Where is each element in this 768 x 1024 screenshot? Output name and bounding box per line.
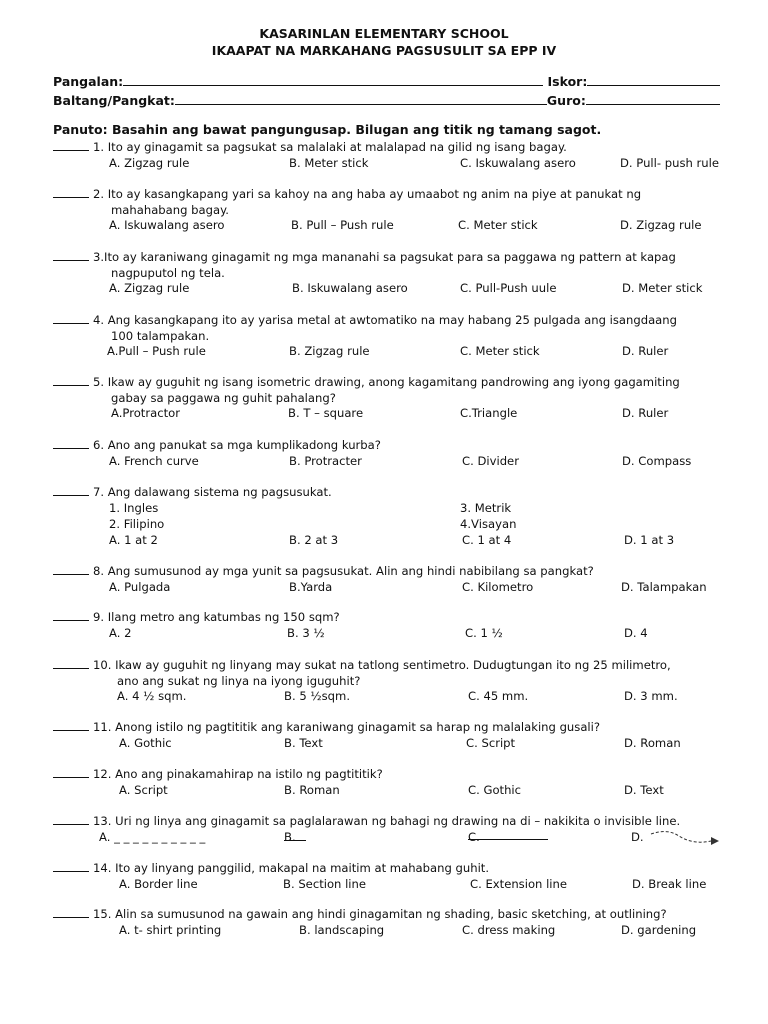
choices [53,218,702,234]
choices [53,155,719,172]
choice-d[interactable]: D. Text [624,782,664,797]
choice-c[interactable]: C. Meter stick [458,218,538,232]
question-text: 15. Alin sa sumusunod na gawain ang hindi ginagamitan ng shading, basic sketching, at outlining? [93,907,667,921]
choice-c-label: C. [468,829,480,844]
question-text-cont: ano ang sukat ng linya na iyong iguguhit? [117,673,361,688]
choices [53,735,681,752]
school-name: KASARINLAN ELEMENTARY SCHOOL [259,26,509,41]
choice-d[interactable]: D. Ruler [622,406,669,420]
question-text: 12. Ano ang pinakamahirap na istilo ng pagtititik? [93,767,383,781]
choice-a[interactable]: A. Border line [119,876,198,891]
choice-d[interactable]: D. Break line [632,876,707,891]
teacher-label: Guro: [546,93,586,108]
question-text: 2. Ito ay kasangkapang yari sa kahoy na ang haba ay umaabot ng anim na piye at panukat ng [93,187,642,201]
question-text-cont: 100 talampakan. [111,328,210,343]
question-14 [53,861,707,893]
choices [53,453,692,470]
choice-c[interactable]: C.Triangle [460,406,518,420]
choice-b[interactable]: B. Zigzag rule [289,344,370,358]
question-text-cont: mahahabang bagay. [111,202,229,217]
question-12 [53,767,664,799]
choice-c[interactable]: C. Pull-Push uule [460,281,557,295]
question-text: 10. Ikaw ay guguhit ng linyang may sukat na tatlong sentimetro. Dudugtungan ito ng 25 milimetro, [93,658,671,672]
list-item: 2. Filipino [109,516,165,531]
instructions: Panuto: Basahin ang bawat pangungusap. Bilugan ang titik ng tamang sagot. [53,122,602,137]
choice-a[interactable]: A. Zigzag rule [109,281,190,295]
choice-a[interactable]: A. _ _ _ _ _ _ _ _ _ _ [99,829,206,844]
choice-c[interactable]: C. 1 ½ [465,625,503,640]
question-5 [53,375,680,422]
score-label: Iskor: [547,74,588,89]
choice-b[interactable]: B. Protracter [289,453,362,468]
question-2 [53,187,702,234]
choice-a[interactable]: A. 4 ½ sqm. [117,689,187,703]
choice-d[interactable]: D. 1 at 3 [624,532,675,547]
score-field[interactable] [587,73,720,86]
answer-blank[interactable] [53,140,89,151]
question-15 [53,907,697,939]
answer-blank[interactable] [53,610,89,621]
question-3 [53,250,703,297]
choice-d[interactable]: D. 4 [624,625,648,640]
answer-blank[interactable] [53,720,89,731]
question-13 [53,814,680,846]
answer-blank[interactable] [53,861,89,872]
choices [53,876,707,893]
choices [53,830,680,846]
choice-c[interactable]: C. Divider [462,453,519,468]
option-list-row [53,500,512,517]
choice-d[interactable]: D. gardening [621,922,697,937]
name-label: Pangalan: [53,74,124,89]
choices [53,689,678,705]
choice-a[interactable]: A. Gothic [119,735,172,750]
question-7 [53,485,675,549]
choice-b[interactable]: B. Iskuwalang asero [292,281,408,295]
name-score-row [53,73,720,89]
answer-blank[interactable] [53,250,89,261]
question-4 [53,313,677,360]
choice-a[interactable]: A. Script [119,782,168,797]
choices [53,579,707,596]
question-text: 4. Ang kasangkapang ito ay yarisa metal at awtomatiko na may habang 25 pulgada ang isangdaang [93,313,677,327]
question-text: 8. Ang sumusunod ay mga yunit sa pagsusukat. Alin ang hindi nabibilang sa pangkat? [93,564,594,578]
solid-line-drawing [468,830,548,840]
exam-title: IKAAPAT NA MARKAHANG PAGSUSULIT SA EPP IV [211,43,557,58]
question-9 [53,610,648,642]
list-item: 1. Ingles [109,500,159,515]
choice-c[interactable]: C. Iskuwalang asero [460,155,576,170]
choices [53,922,697,939]
choice-b[interactable]: B. Pull – Push rule [291,218,394,232]
question-text: 7. Ang dalawang sistema ng pagsusukat. [93,485,332,499]
choices [53,344,677,360]
choices [53,625,648,642]
choice-c[interactable]: C. Extension line [470,876,567,891]
choice-b[interactable]: B. 3 ½ [287,625,325,640]
choice-c[interactable]: C. Kilometro [462,579,534,594]
section-field[interactable] [175,92,547,105]
choice-d[interactable]: D. Zigzag rule [620,218,702,232]
choice-d[interactable]: D. Ruler [622,344,669,358]
short-line-drawing [284,830,306,841]
choices [53,532,675,549]
answer-blank[interactable] [53,907,89,918]
choice-b-label: B. [284,829,296,844]
question-text: 14. Ito ay linyang panggilid, makapal na maitim at mahabang guhit. [93,861,490,875]
choice-a[interactable]: A. French curve [109,453,199,468]
choice-c[interactable]: C. dress making [462,922,556,937]
choice-d[interactable]: D. Compass [622,453,692,468]
question-text: 11. Anong istilo ng pagtititik ang karaniwang ginagamit sa harap ng malalaking gusali? [93,720,601,734]
choice-d[interactable]: D. Talampakan [621,579,707,594]
choice-b[interactable]: B.Yarda [289,579,333,594]
question-text: 6. Ano ang panukat sa mga kumplikadong kurba? [93,438,381,452]
choice-d[interactable]: D. 3 mm. [624,689,678,703]
question-text: 9. Ilang metro ang katumbas ng 150 sqm? [93,610,340,624]
teacher-field[interactable] [586,92,720,105]
choice-b[interactable]: B. landscaping [299,922,385,937]
choice-a[interactable]: A. 1 at 2 [109,532,158,547]
choice-a[interactable]: A. t- shirt printing [119,922,222,937]
choices [53,782,664,799]
question-text: 3.Ito ay karaniwang ginagamit ng mga mananahi sa pagsukat para sa paggawa ng pattern at kapag [93,250,676,264]
list-item: 4.Visayan [460,516,517,531]
question-10 [53,658,678,705]
choice-a[interactable]: A.Pull – Push rule [107,344,206,358]
question-text-cont: nagpuputol ng tela. [111,265,225,280]
name-field[interactable] [123,73,543,86]
choice-a[interactable]: A. Zigzag rule [109,155,190,170]
answer-blank[interactable] [53,564,89,575]
choice-c[interactable]: C. 45 mm. [468,689,529,703]
choice-b[interactable]: B. Section line [283,876,367,891]
choice-d-label: D. [631,829,644,844]
choice-b[interactable]: B. Roman [284,782,340,797]
section-label: Baltang/Pangkat: [53,93,175,108]
answer-blank[interactable] [53,485,89,496]
question-text: 5. Ikaw ay guguhit ng isang isometric drawing, anong kagamitang pandrowing ang iyong gagamiting [93,375,680,389]
choice-c[interactable]: C. Meter stick [460,344,540,358]
choice-c[interactable]: C. 1 at 4 [462,532,512,547]
answer-blank[interactable] [53,658,89,669]
choice-a[interactable]: A. Pulgada [109,579,171,594]
document-header [0,25,768,59]
section-teacher-row [53,92,720,108]
curved-arrow-line-drawing [649,828,721,852]
choice-b[interactable]: B. 2 at 3 [289,532,339,547]
choice-d[interactable]: D. Meter stick [622,281,703,295]
choice-b[interactable]: B. 5 ½sqm. [284,689,351,703]
answer-blank[interactable] [53,187,89,198]
choice-d[interactable]: D. Pull- push rule [620,155,719,170]
choice-b[interactable]: B. Meter stick [289,155,369,170]
answer-blank[interactable] [53,814,89,825]
option-list-row [53,516,517,533]
choice-b[interactable]: B. T – square [288,406,364,420]
question-text: 13. Uri ng linya ang ginagamit sa paglalarawan ng bahagi ng drawing na di – nakikita o invisible line. [93,814,681,828]
question-8 [53,564,707,596]
answer-blank[interactable] [53,375,89,386]
choice-a[interactable]: A.Protractor [111,406,181,420]
choice-a[interactable]: A. Iskuwalang asero [109,218,225,232]
answer-blank[interactable] [53,767,89,778]
question-text-cont: gabay sa paggawa ng guhit pahalang? [111,390,336,405]
choice-a[interactable]: A. 2 [109,625,132,640]
choice-b[interactable]: B. Text [284,735,323,750]
question-1 [53,140,719,172]
choices [53,281,703,297]
answer-blank[interactable] [53,438,89,449]
question-text: 1. Ito ay ginagamit sa pagsukat sa malalaki at malalapad na gilid ng isang bagay. [93,140,567,154]
list-item: 3. Metrik [460,500,512,515]
choices [53,406,680,422]
choice-d[interactable]: D. Roman [624,735,681,750]
question-11 [53,720,681,752]
choice-c[interactable]: C. Script [466,735,516,750]
answer-blank[interactable] [53,313,89,324]
choice-c[interactable]: C. Gothic [468,782,522,797]
question-6 [53,438,692,470]
